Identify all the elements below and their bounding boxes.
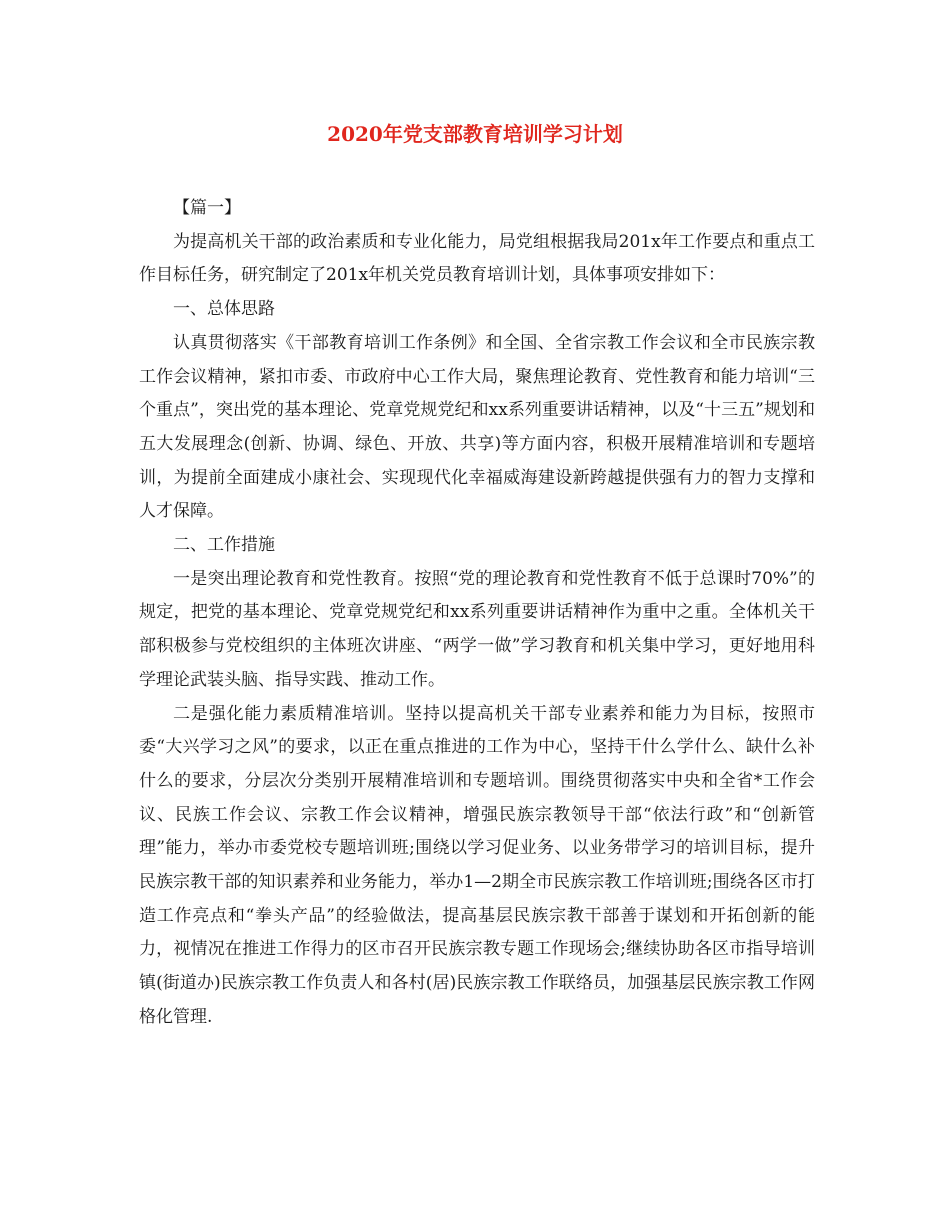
heading-work-measures: 二、工作措施	[173, 535, 275, 556]
measure-one-paragraph: 一是突出理论教育和党性教育。按照“党的理论教育和党性教育不低于总课时70%”的规定，把党的基本理论、党章党规党纪和xx系列重要讲话精神作为重中之重。全体机关干部积极参与党校组织的主体班次讲座、“两学一做”学习教育和机关集中学习，更好地用科学理论武装头脑、指导实践、推动工作。	[139, 568, 815, 690]
overall-approach-paragraph: 认真贯彻落实《干部教育培训工作条例》和全国、全省宗教工作会议和全市民族宗教工作会议精神，紧扣市委、市政府中心工作大局，聚焦理论教育、党性教育和能力培训“三个重点”，突出党的基本理论、党章党规党纪和xx系列重要讲话精神，以及“十三五”规划和五大发展理念(创新、协调、绿色、开放、共享)等方面内容，积极开展精准培训和专题培训，为提前全面建成小康社会、实现现代化幸福威海建设新跨越提供强有力的智力支撑和人才保障。	[139, 332, 815, 522]
measure-two-paragraph: 二是强化能力素质精准培训。坚持以提高机关干部专业素养和能力为目标，按照市委“大兴学习之风”的要求，以正在重点推进的工作为中心，坚持干什么学什么、缺什么补什么的要求，分层次分类别开展精准培训和专题培训。围绕贯彻落实中央和全省*工作会议、民族工作会议、宗教工作会议精神，增强民族宗教领导干部“依法行政”和“创新管理”能力，举办市委党校专题培训班;围绕以学习促业务、以业务带学习的培训目标，提升民族宗教干部的知识素养和业务能力，举办1—2期全市民族宗教工作培训班;围绕各区市打造工作亮点和“拳头产品”的经验做法，提高基层民族宗教干部善于谋划和开拓创新的能力，视情况在推进工作得力的区市召开民族宗教专题工作现场会;继续协助各区市指导培训镇(街道办)民族宗教工作负责人和各村(居)民族宗教工作联络员，加强基层民族宗教工作网格化管理.	[139, 703, 815, 1027]
document-body	[139, 192, 815, 1035]
heading-overall-approach: 一、总体思路	[173, 299, 275, 320]
intro-paragraph: 为提高机关干部的政治素质和专业化能力，局党组根据我局201x年工作要点和重点工作目标任务，研究制定了201x年机关党员教育培训计划，具体事项安排如下：	[139, 231, 815, 286]
section-label: 【篇一】	[173, 198, 241, 218]
document-title: 2020年党支部教育培训学习计划	[327, 122, 623, 146]
